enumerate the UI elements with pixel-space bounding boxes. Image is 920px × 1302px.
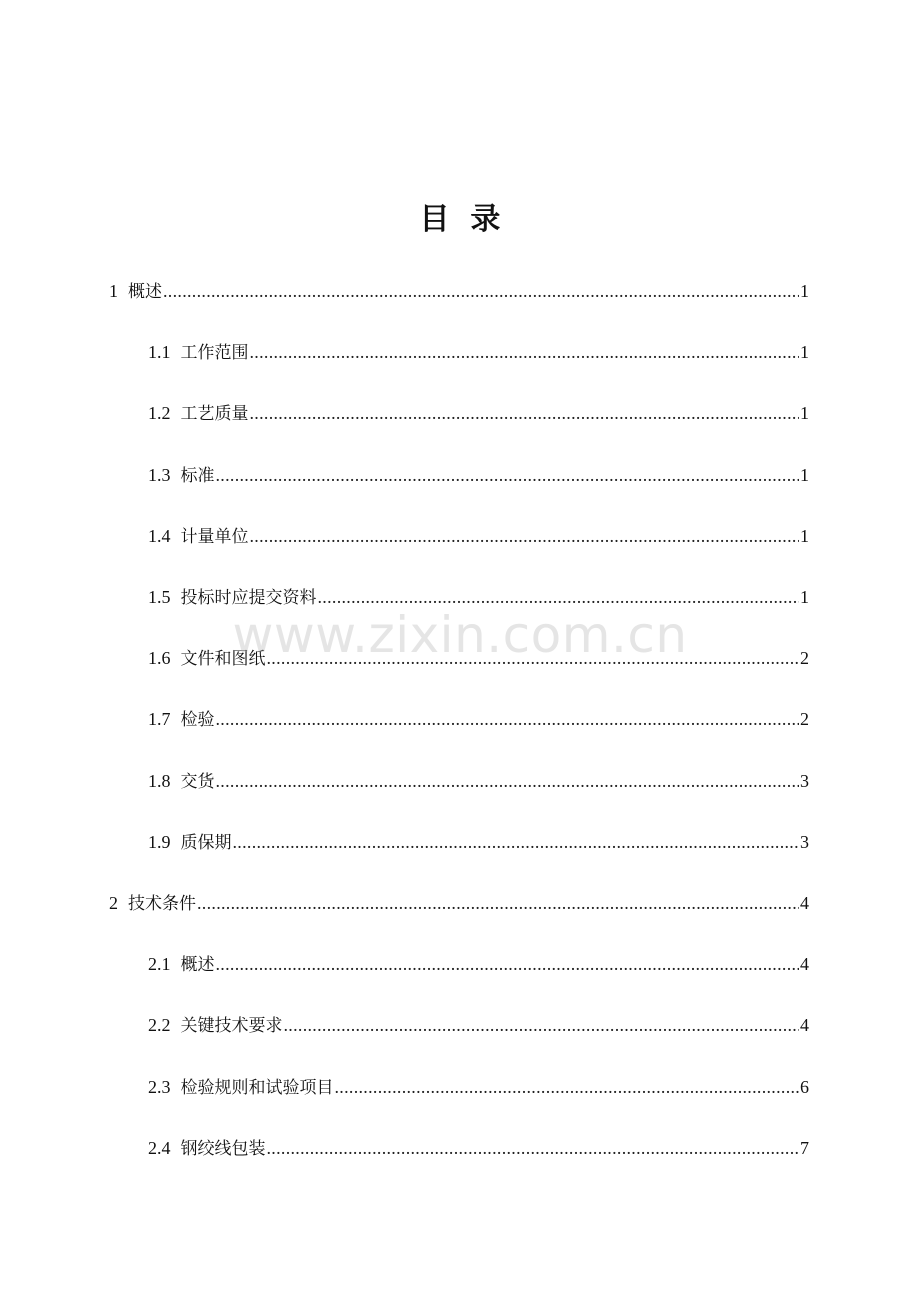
- toc-entry[interactable]: [148, 949, 809, 979]
- toc-entry-number: 1: [109, 281, 118, 301]
- toc-entry-page: 2: [800, 648, 809, 669]
- toc-entry-title: 钢绞线包装: [180, 1138, 266, 1159]
- toc-dot-leader: [163, 276, 799, 306]
- toc-dot-leader: [197, 888, 799, 918]
- toc-entry-page: 4: [800, 893, 809, 913]
- toc-entry[interactable]: [148, 766, 809, 796]
- toc-entry[interactable]: [148, 337, 809, 367]
- toc-entry-number: 1.2: [148, 403, 171, 424]
- toc-dot-leader: [267, 1133, 800, 1163]
- toc-dot-leader: [216, 949, 800, 979]
- toc-entry-title: 技术条件: [128, 894, 196, 914]
- toc-entry-title: 计量单位: [180, 526, 249, 547]
- toc-dot-leader: [335, 1072, 800, 1102]
- toc-entry[interactable]: [148, 1072, 809, 1102]
- toc-entry-title: 工艺质量: [180, 404, 249, 425]
- toc-entry-page: 4: [800, 954, 809, 975]
- toc-entry[interactable]: [109, 888, 809, 918]
- toc-entry-title: 标准: [180, 465, 215, 486]
- toc-entry-number: 1.6: [148, 648, 171, 669]
- toc-entry-title: 文件和图纸: [180, 649, 266, 670]
- toc-dot-leader: [216, 460, 800, 490]
- toc-entry-number: 1.9: [148, 831, 171, 852]
- toc-entry-number: 2.4: [148, 1137, 171, 1158]
- toc-entry-number: 1.3: [148, 464, 171, 485]
- toc-entry[interactable]: [148, 582, 809, 612]
- toc-dot-leader: [267, 643, 800, 673]
- toc-entry[interactable]: [109, 276, 809, 306]
- toc-entry[interactable]: [148, 827, 809, 857]
- toc-entry[interactable]: [148, 398, 809, 428]
- toc-entry-number: 2: [109, 893, 118, 913]
- toc-entry-title: 工作范围: [180, 343, 249, 364]
- toc-dot-leader: [250, 337, 800, 367]
- toc-entry-title: 关键技术要求: [180, 1016, 283, 1037]
- toc-entry-page: 3: [800, 770, 809, 791]
- toc-entry-page: 1: [800, 464, 809, 485]
- toc-title: 目 录: [419, 202, 501, 237]
- toc-entry-page: 4: [800, 1015, 809, 1036]
- toc-entry-page: 1: [800, 403, 809, 424]
- toc-entry[interactable]: [148, 521, 809, 551]
- toc-entry[interactable]: [148, 704, 809, 734]
- toc-entry-title: 质保期: [180, 832, 232, 853]
- toc-entry-page: 7: [800, 1137, 809, 1158]
- toc-entry-page: 2: [800, 709, 809, 730]
- toc-entry-number: 1.1: [148, 342, 171, 363]
- toc-dot-leader: [250, 398, 800, 428]
- toc-dot-leader: [318, 582, 800, 612]
- toc-entry[interactable]: [148, 460, 809, 490]
- toc-entry-page: 3: [800, 831, 809, 852]
- toc-entry-title: 概述: [180, 955, 215, 976]
- toc-entry-page: 1: [800, 342, 809, 363]
- toc-entry-number: 1.7: [148, 709, 171, 730]
- toc-entry-page: 1: [800, 587, 809, 607]
- toc-entry-title: 投标时应提交资料: [180, 588, 317, 608]
- toc-entry-title: 概述: [128, 282, 162, 302]
- toc-entry-title: 检验规则和试验项目: [180, 1077, 334, 1098]
- toc-entry-title: 检验: [180, 710, 215, 731]
- toc-dot-leader: [233, 827, 800, 857]
- toc-entry-number: 1.4: [148, 525, 171, 546]
- toc-entry-title: 交货: [180, 771, 215, 792]
- toc-entry-page: 6: [800, 1076, 809, 1097]
- toc-entry-page: 1: [800, 525, 809, 546]
- toc-entry-number: 1.5: [148, 587, 171, 607]
- toc-entry-number: 1.8: [148, 770, 171, 791]
- toc-entry-page: 1: [800, 281, 809, 301]
- watermark: www.zixin.com.cn: [232, 606, 688, 664]
- toc-entry-number: 2.2: [148, 1015, 171, 1036]
- toc-entry-number: 2.3: [148, 1076, 171, 1097]
- toc-dot-leader: [216, 704, 800, 734]
- toc-dot-leader: [250, 521, 800, 551]
- toc-dot-leader: [216, 766, 800, 796]
- toc-entry[interactable]: [148, 643, 809, 673]
- toc-entry[interactable]: [148, 1133, 809, 1163]
- toc-entry-number: 2.1: [148, 954, 171, 975]
- toc-dot-leader: [284, 1010, 800, 1040]
- toc-entry[interactable]: [148, 1010, 809, 1040]
